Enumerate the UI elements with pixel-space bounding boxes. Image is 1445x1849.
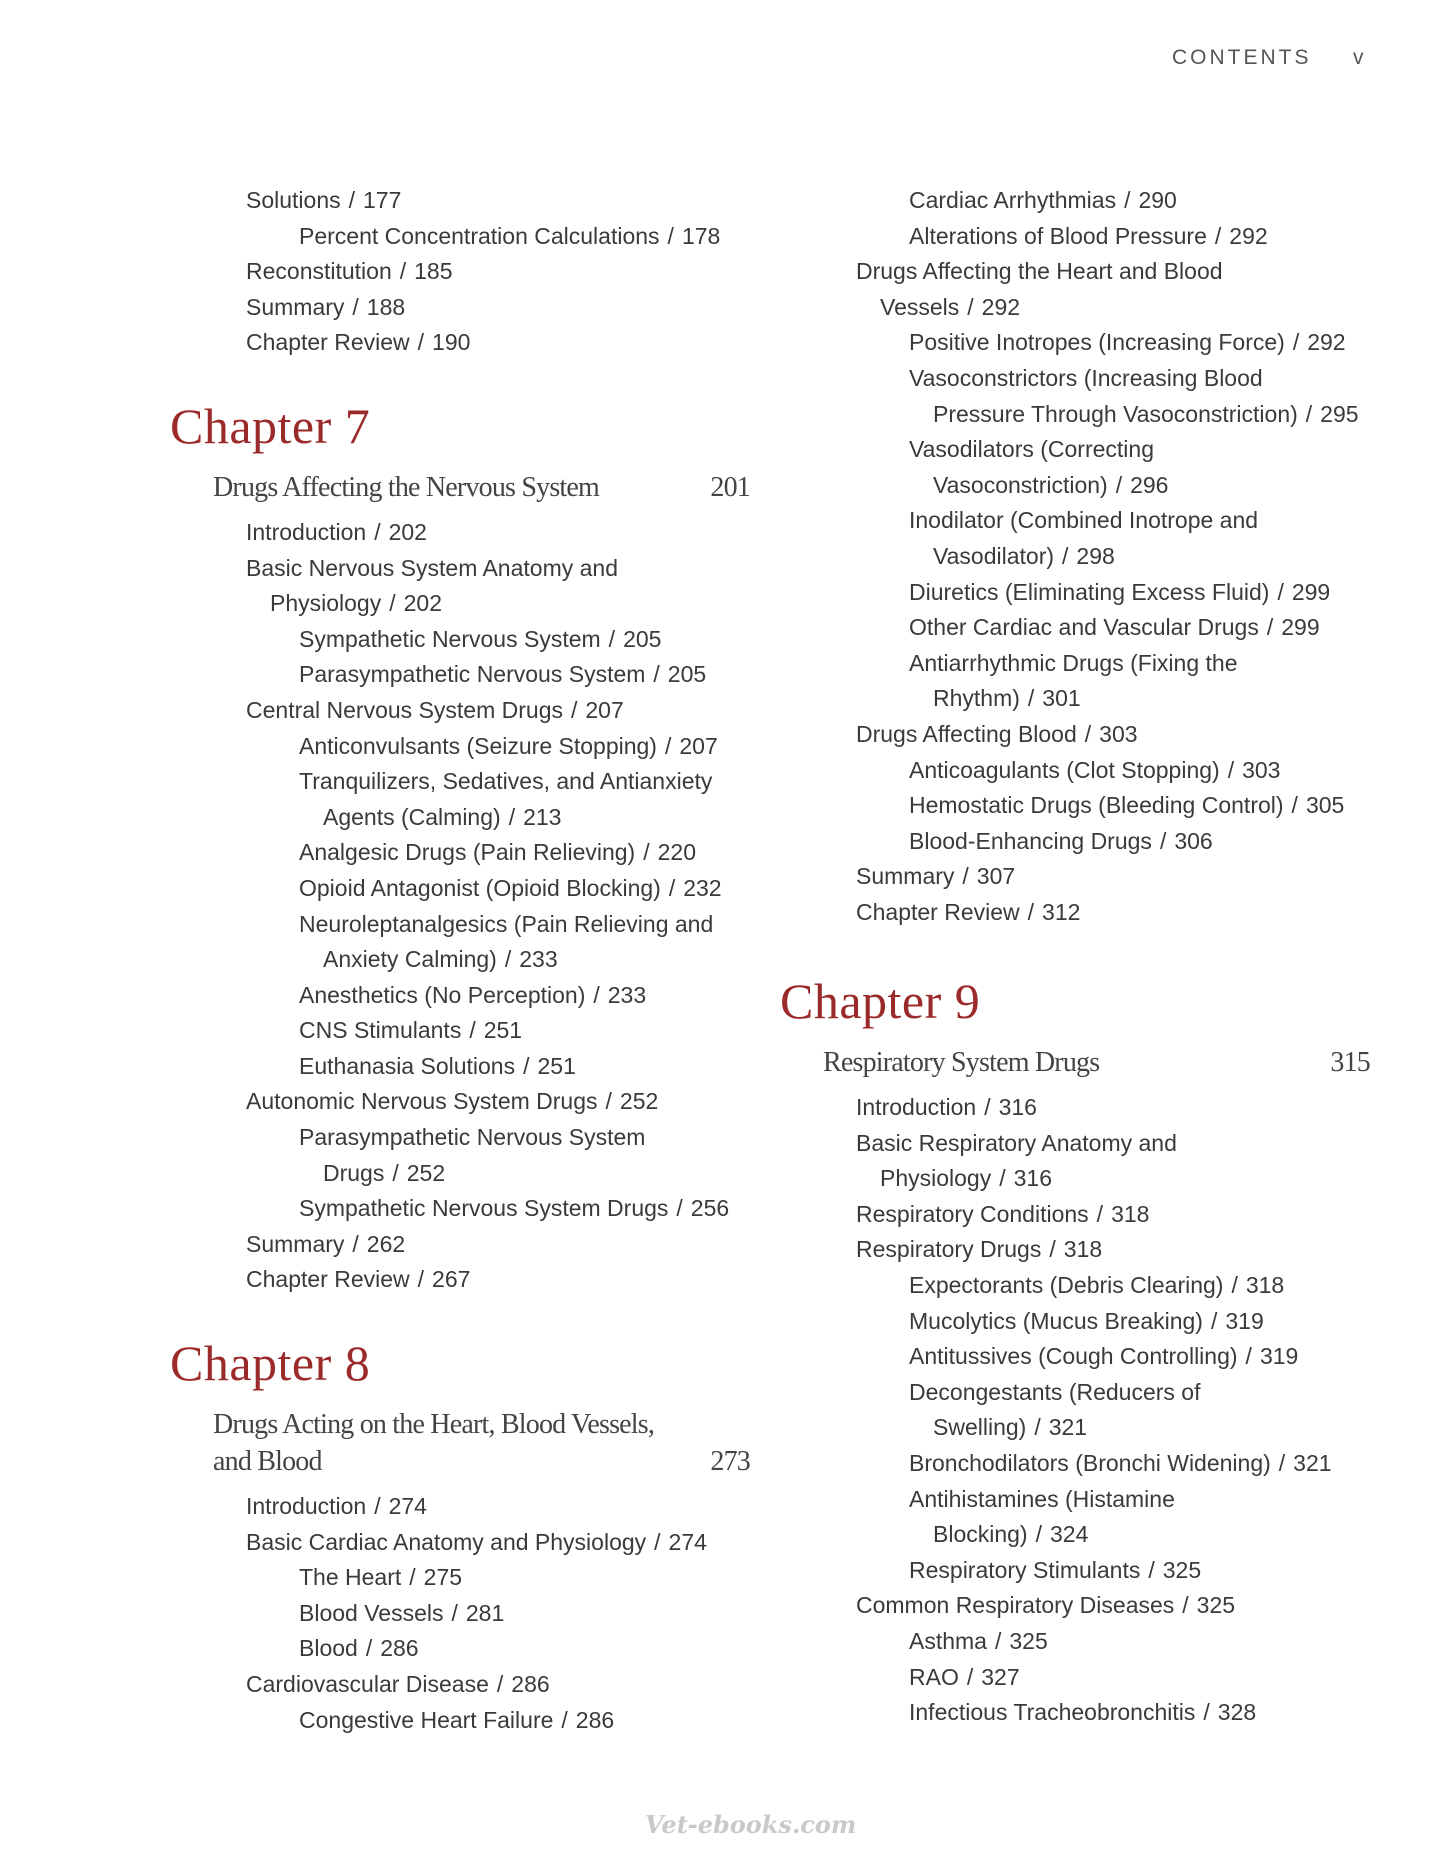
toc-list-chapter-9 <box>780 1090 1370 1731</box>
toc-separator: / <box>1115 471 1123 498</box>
toc-entry-page: 213 <box>523 803 562 830</box>
toc-entry-page: 262 <box>366 1230 406 1257</box>
toc-separator: / <box>1266 614 1274 641</box>
toc-entry[interactable] <box>780 1588 1370 1624</box>
toc-entry[interactable] <box>780 895 1370 931</box>
toc-separator: / <box>1124 187 1131 213</box>
toc-entry-title: Pressure Through Vasoconstriction) <box>933 400 1298 427</box>
toc-entry-title: Summary <box>246 293 345 320</box>
toc-right-column <box>780 183 1370 930</box>
toc-entry-title: Neuroleptanalgesics (Pain Relieving and <box>299 910 714 937</box>
toc-list-left-top <box>170 183 750 361</box>
toc-separator: / <box>352 1230 359 1257</box>
toc-entry-title: Introduction <box>856 1094 977 1120</box>
toc-separator: / <box>653 661 660 688</box>
toc-entry-page: 205 <box>623 625 662 652</box>
toc-separator: / <box>966 1663 974 1690</box>
toc-entry[interactable] <box>780 1446 1370 1482</box>
toc-separator: / <box>1084 720 1092 747</box>
toc-entry-page: 299 <box>1291 578 1331 605</box>
toc-entry[interactable] <box>170 1013 750 1049</box>
toc-entry-title: Basic Nervous System Anatomy and <box>246 554 618 581</box>
toc-entry-page: 281 <box>465 1599 505 1626</box>
toc-entry-page: 292 <box>1229 222 1268 249</box>
toc-separator: / <box>1292 329 1300 356</box>
toc-separator: / <box>994 1627 1002 1654</box>
toc-separator: / <box>523 1052 530 1079</box>
toc-entry-page: 252 <box>619 1088 659 1115</box>
toc-entry-title: Diuretics (Eliminating Excess Fluid) <box>909 578 1270 605</box>
toc-entry[interactable] <box>780 681 1370 717</box>
toc-entry-title: Respiratory Conditions <box>856 1200 1089 1227</box>
toc-separator: / <box>409 1564 416 1591</box>
toc-separator: / <box>374 518 381 545</box>
toc-entry-page: 205 <box>667 661 707 688</box>
toc-entry-title: Drugs Affecting the Heart and Blood <box>856 258 1223 285</box>
toc-entry-title: Mucolytics (Mucus Breaking) <box>909 1307 1203 1334</box>
toc-separator: / <box>1278 1449 1286 1476</box>
toc-entry-title: Physiology <box>270 590 382 617</box>
toc-entry[interactable] <box>780 254 1370 290</box>
toc-separator: / <box>676 1195 683 1222</box>
toc-entry-page: 185 <box>414 258 453 285</box>
toc-entry-title: Other Cardiac and Vascular Drugs <box>909 614 1259 641</box>
watermark-logo: Vet-ebooks.com <box>645 1810 857 1839</box>
toc-entry-page: 190 <box>432 329 471 356</box>
toc-entry-page: 324 <box>1050 1521 1089 1548</box>
toc-entry[interactable] <box>170 1560 750 1596</box>
toc-entry-title: Decongestants (Reducers of <box>909 1378 1201 1405</box>
toc-list-right-top <box>780 183 1370 930</box>
toc-entry-page: 233 <box>519 946 558 973</box>
toc-entry[interactable] <box>170 1120 750 1156</box>
toc-separator: / <box>1277 578 1284 605</box>
toc-entry-page: 312 <box>1042 898 1081 925</box>
toc-entry-page: 325 <box>1196 1592 1236 1619</box>
toc-entry[interactable] <box>170 1227 750 1263</box>
toc-separator: / <box>348 187 356 213</box>
toc-entry-page: 328 <box>1217 1699 1257 1726</box>
toc-entry-title: Vessels <box>880 293 960 320</box>
toc-separator: / <box>417 329 425 356</box>
toc-separator: / <box>1203 1699 1210 1726</box>
toc-entry-title: Introduction <box>246 1493 367 1520</box>
toc-entry-page: 299 <box>1281 614 1320 641</box>
toc-entry-title: Anxiety Calming) <box>323 946 497 973</box>
toc-entry-title: Infectious Tracheobronchitis <box>909 1699 1196 1726</box>
toc-entry-page: 177 <box>363 187 402 213</box>
toc-entry-page: 307 <box>976 863 1016 890</box>
toc-entry[interactable] <box>780 1197 1370 1233</box>
toc-separator: / <box>1035 1521 1042 1548</box>
toc-entry-page: 321 <box>1293 1449 1332 1476</box>
toc-entry-title: Asthma <box>909 1627 987 1654</box>
toc-entry[interactable] <box>170 871 750 907</box>
toc-separator: / <box>352 293 359 320</box>
toc-right-column-chapter-9 <box>780 973 1370 1731</box>
toc-separator: / <box>1027 685 1035 712</box>
toc-separator: / <box>1049 1236 1056 1263</box>
toc-entry[interactable] <box>780 610 1370 646</box>
toc-entry-page: 316 <box>998 1094 1037 1120</box>
page-number: v <box>1353 46 1364 69</box>
toc-entry[interactable] <box>170 1596 750 1632</box>
toc-entry-title: Swelling) <box>933 1414 1027 1441</box>
toc-entry[interactable] <box>170 729 750 765</box>
toc-entry-page: 267 <box>432 1266 471 1293</box>
toc-entry-page: 274 <box>388 1493 427 1520</box>
toc-entry-title: Blocking) <box>933 1521 1028 1548</box>
chapter-8-title-line2: and Blood <box>213 1446 322 1478</box>
toc-entry-title: Alterations of Blood Pressure <box>909 222 1207 249</box>
toc-entry[interactable] <box>780 468 1370 504</box>
toc-entry-title: Parasympathetic Nervous System <box>299 661 646 688</box>
toc-entry[interactable] <box>780 1232 1370 1268</box>
toc-entry[interactable] <box>170 1084 750 1120</box>
toc-entry-title: Chapter Review <box>246 329 410 356</box>
toc-separator: / <box>389 590 396 617</box>
toc-entry[interactable] <box>780 646 1370 682</box>
toc-entry[interactable] <box>780 361 1370 397</box>
toc-entry[interactable] <box>170 1667 750 1703</box>
toc-separator: / <box>1159 827 1167 854</box>
toc-entry-title: Solutions <box>246 187 341 213</box>
toc-entry-title: Anticoagulants (Clot Stopping) <box>909 756 1220 783</box>
toc-entry[interactable] <box>170 800 750 836</box>
chapter-7-label: Chapter 7 <box>170 397 371 454</box>
chapter-7-title-text: Drugs Affecting the Nervous System <box>213 471 600 503</box>
toc-entry[interactable] <box>170 1525 750 1561</box>
toc-entry-title: Chapter Review <box>856 898 1020 925</box>
toc-entry[interactable] <box>780 1161 1370 1197</box>
chapter-8-page: 273 <box>710 1446 750 1478</box>
toc-entry[interactable] <box>170 586 750 622</box>
toc-entry-title: Drugs <box>323 1159 385 1186</box>
toc-entry[interactable] <box>170 290 750 326</box>
toc-separator: / <box>608 625 616 652</box>
toc-entry-title: Cardiac Arrhythmias <box>909 187 1117 213</box>
toc-separator: / <box>667 222 674 249</box>
toc-separator: / <box>374 1493 381 1520</box>
toc-separator: / <box>399 258 407 285</box>
toc-separator: / <box>392 1159 399 1186</box>
toc-entry[interactable] <box>780 1090 1370 1126</box>
chapter-7-title[interactable] <box>170 469 750 506</box>
toc-entry[interactable] <box>170 1262 750 1298</box>
toc-entry-title: Physiology <box>880 1165 992 1192</box>
toc-entry-title: Inodilator (Combined Inotrope and <box>909 507 1259 534</box>
toc-entry-title: Antihistamines (Histamine <box>909 1485 1175 1512</box>
toc-separator: / <box>1210 1307 1218 1334</box>
toc-separator: / <box>1148 1556 1155 1583</box>
toc-entry[interactable] <box>780 1517 1370 1553</box>
toc-entry-page: 256 <box>690 1195 730 1222</box>
toc-entry[interactable] <box>780 717 1370 753</box>
chapter-7-page: 201 <box>710 471 750 503</box>
toc-entry[interactable] <box>780 325 1370 361</box>
toc-separator: / <box>1305 400 1313 427</box>
toc-entry-page: 286 <box>575 1706 615 1733</box>
toc-entry-title: Blood <box>299 1635 358 1662</box>
chapter-9-page: 315 <box>1330 1047 1370 1078</box>
toc-entry[interactable] <box>170 1489 750 1525</box>
toc-entry-page: 178 <box>681 222 721 249</box>
chapter-9-title[interactable] <box>780 1044 1370 1081</box>
toc-entry[interactable] <box>170 219 750 255</box>
toc-entry-title: Antiarrhythmic Drugs (Fixing the <box>909 649 1238 676</box>
toc-separator: / <box>1231 1271 1238 1298</box>
toc-entry-title: Opioid Antagonist (Opioid Blocking) <box>299 874 661 901</box>
toc-entry-page: 319 <box>1225 1307 1264 1334</box>
toc-entry-page: 292 <box>981 293 1021 320</box>
toc-entry-title: Congestive Heart Failure <box>299 1706 554 1733</box>
toc-separator: / <box>1291 792 1298 819</box>
toc-separator: / <box>561 1706 568 1733</box>
toc-entry-page: 303 <box>1099 720 1138 747</box>
toc-entry[interactable] <box>170 1191 750 1227</box>
toc-entry-page: 303 <box>1242 756 1281 783</box>
toc-entry[interactable] <box>170 1156 750 1192</box>
chapter-8-title-line1: Drugs Acting on the Heart, Blood Vessels, <box>213 1409 655 1441</box>
toc-entry-page: 318 <box>1111 1200 1150 1227</box>
toc-entry[interactable] <box>780 1482 1370 1518</box>
toc-entry-title: Central Nervous System Drugs <box>246 696 563 723</box>
toc-entry[interactable] <box>780 859 1370 895</box>
toc-separator: / <box>643 839 650 866</box>
toc-separator: / <box>1034 1414 1041 1441</box>
toc-entry[interactable] <box>780 1695 1370 1731</box>
toc-entry-title: Introduction <box>246 518 367 545</box>
toc-entry[interactable] <box>780 575 1370 611</box>
toc-entry-title: Anesthetics (No Perception) <box>299 981 586 1008</box>
toc-entry-title: Bronchodilators (Bronchi Widening) <box>909 1449 1271 1476</box>
toc-entry-page: 321 <box>1048 1414 1088 1441</box>
toc-entry-title: RAO <box>909 1663 959 1690</box>
toc-entry[interactable] <box>780 1126 1370 1162</box>
toc-entry-title: Euthanasia Solutions <box>299 1052 516 1079</box>
chapter-8-title[interactable] <box>170 1406 750 1480</box>
toc-separator: / <box>1245 1343 1252 1370</box>
toc-entry-page: 298 <box>1076 542 1115 569</box>
toc-entry-page: 295 <box>1320 400 1359 427</box>
toc-entry[interactable] <box>780 1304 1370 1340</box>
toc-separator: / <box>496 1671 504 1697</box>
toc-entry-title: Respiratory Drugs <box>856 1236 1042 1263</box>
toc-separator: / <box>664 732 672 759</box>
toc-separator: / <box>967 293 974 320</box>
toc-entry-page: 286 <box>380 1635 419 1662</box>
toc-entry[interactable] <box>170 515 750 551</box>
toc-entry-page: 251 <box>483 1017 523 1044</box>
toc-entry[interactable] <box>780 290 1370 326</box>
toc-entry[interactable] <box>780 1339 1370 1375</box>
toc-entry[interactable] <box>780 1375 1370 1411</box>
toc-entry-title: CNS Stimulants <box>299 1017 462 1044</box>
toc-entry-title: Antitussives (Cough Controlling) <box>909 1343 1238 1370</box>
toc-entry-page: 318 <box>1245 1271 1285 1298</box>
toc-entry-title: Vasodilator) <box>933 542 1055 569</box>
toc-entry-title: Vasodilators (Correcting <box>909 436 1155 463</box>
toc-entry-page: 207 <box>585 696 624 723</box>
toc-entry[interactable] <box>170 764 750 800</box>
toc-entry-page: 305 <box>1305 792 1345 819</box>
running-head: CONTENTS <box>1172 46 1312 69</box>
toc-entry[interactable] <box>780 824 1370 860</box>
toc-entry[interactable] <box>170 657 750 693</box>
toc-entry[interactable] <box>170 978 750 1014</box>
toc-entry-page: 252 <box>406 1159 446 1186</box>
toc-entry-page: 319 <box>1259 1343 1299 1370</box>
toc-entry-page: 316 <box>1013 1165 1052 1192</box>
toc-entry-title: Blood Vessels <box>299 1599 444 1626</box>
toc-entry[interactable] <box>170 835 750 871</box>
toc-entry-page: 286 <box>511 1671 550 1697</box>
toc-entry-page: 220 <box>657 839 696 866</box>
toc-entry[interactable] <box>170 1703 750 1739</box>
toc-entry-title: Basic Cardiac Anatomy and Physiology <box>246 1528 647 1555</box>
toc-separator: / <box>365 1635 373 1662</box>
toc-left-column <box>170 183 750 1738</box>
toc-separator: / <box>962 863 969 890</box>
toc-entry-title: Hemostatic Drugs (Bleeding Control) <box>909 792 1284 819</box>
toc-separator: / <box>984 1094 991 1120</box>
toc-separator: / <box>1182 1592 1189 1619</box>
toc-entry-title: Basic Respiratory Anatomy and <box>856 1129 1177 1156</box>
toc-separator: / <box>1096 1200 1104 1227</box>
toc-entry-page: 318 <box>1063 1236 1103 1263</box>
toc-separator: / <box>504 946 512 973</box>
toc-entry-page: 207 <box>679 732 718 759</box>
toc-separator: / <box>451 1599 458 1626</box>
toc-entry[interactable] <box>170 254 750 290</box>
toc-list-chapter-8 <box>170 1489 750 1738</box>
toc-entry-title: Summary <box>246 1230 345 1257</box>
toc-entry-page: 251 <box>537 1052 576 1079</box>
toc-entry[interactable] <box>780 503 1370 539</box>
toc-entry-title: Sympathetic Nervous System <box>299 625 601 652</box>
toc-entry-page: 188 <box>366 293 406 320</box>
toc-entry[interactable] <box>170 551 750 587</box>
toc-entry[interactable] <box>780 1410 1370 1446</box>
toc-entry-title: Vasoconstrictors (Increasing Blood <box>909 364 1263 391</box>
toc-entry[interactable] <box>780 219 1370 255</box>
toc-separator: / <box>1227 756 1235 783</box>
toc-entry[interactable] <box>170 183 750 219</box>
toc-entry[interactable] <box>780 1624 1370 1660</box>
chapter-9-title-text: Respiratory System Drugs <box>823 1047 1100 1078</box>
toc-entry-page: 301 <box>1042 685 1081 712</box>
toc-separator: / <box>1062 542 1069 569</box>
toc-entry[interactable] <box>780 1268 1370 1304</box>
toc-entry-page: 233 <box>607 981 647 1008</box>
toc-entry[interactable] <box>780 788 1370 824</box>
toc-entry-page: 325 <box>1162 1556 1202 1583</box>
toc-entry[interactable] <box>170 907 750 943</box>
toc-separator: / <box>593 981 600 1008</box>
toc-entry-title: Percent Concentration Calculations <box>299 222 660 249</box>
toc-entry-title: Sympathetic Nervous System Drugs <box>299 1195 669 1222</box>
toc-separator: / <box>571 696 578 723</box>
toc-entry[interactable] <box>780 397 1370 433</box>
toc-entry[interactable] <box>170 1049 750 1085</box>
toc-separator: / <box>605 1088 612 1115</box>
toc-entry-title: Blood-Enhancing Drugs <box>909 827 1152 854</box>
toc-entry-title: Vasoconstriction) <box>933 471 1108 498</box>
toc-entry-page: 306 <box>1174 827 1213 854</box>
toc-entry[interactable] <box>780 753 1370 789</box>
toc-separator: / <box>1027 898 1035 925</box>
toc-entry-title: Rhythm) <box>933 685 1020 712</box>
toc-entry[interactable] <box>780 183 1370 219</box>
toc-entry-title: Respiratory Stimulants <box>909 1556 1141 1583</box>
toc-separator: / <box>654 1528 661 1555</box>
toc-entry[interactable] <box>780 539 1370 575</box>
toc-separator: / <box>668 874 676 901</box>
toc-entry[interactable] <box>780 1660 1370 1696</box>
toc-separator: / <box>508 803 516 830</box>
toc-entry-page: 292 <box>1307 329 1346 356</box>
toc-entry[interactable] <box>170 942 750 978</box>
toc-entry[interactable] <box>780 1553 1370 1589</box>
toc-entry-page: 232 <box>683 874 722 901</box>
toc-entry-page: 290 <box>1138 187 1177 213</box>
toc-entry[interactable] <box>170 1631 750 1667</box>
toc-entry-title: Chapter Review <box>246 1266 410 1293</box>
toc-entry-title: Common Respiratory Diseases <box>856 1592 1175 1619</box>
toc-entry-title: Drugs Affecting Blood <box>856 720 1077 747</box>
toc-entry-page: 274 <box>668 1528 707 1555</box>
toc-entry[interactable] <box>170 693 750 729</box>
toc-entry-title: Anticonvulsants (Seizure Stopping) <box>299 732 657 759</box>
toc-entry-title: Expectorants (Debris Clearing) <box>909 1271 1224 1298</box>
toc-separator: / <box>417 1266 425 1293</box>
toc-entry-title: The Heart <box>299 1564 402 1591</box>
toc-entry-title: Summary <box>856 863 955 890</box>
toc-entry-title: Tranquilizers, Sedatives, and Antianxiety <box>299 768 713 795</box>
toc-separator: / <box>1214 222 1222 249</box>
toc-entry-title: Agents (Calming) <box>323 803 501 830</box>
toc-entry-page: 202 <box>388 518 427 545</box>
toc-entry[interactable] <box>780 432 1370 468</box>
toc-entry-page: 325 <box>1009 1627 1048 1654</box>
toc-entry-title: Autonomic Nervous System Drugs <box>246 1088 598 1115</box>
toc-separator: / <box>469 1017 476 1044</box>
toc-entry[interactable] <box>170 622 750 658</box>
toc-entry-title: Cardiovascular Disease <box>246 1671 489 1697</box>
toc-separator: / <box>999 1165 1006 1192</box>
toc-entry-title: Reconstitution <box>246 258 392 285</box>
toc-entry-page: 327 <box>981 1663 1020 1690</box>
chapter-8-label: Chapter 8 <box>170 1335 371 1392</box>
toc-entry-page: 296 <box>1130 471 1169 498</box>
toc-entry-page: 275 <box>423 1564 463 1591</box>
toc-entry-title: Positive Inotropes (Increasing Force) <box>909 329 1285 356</box>
toc-entry-title: Parasympathetic Nervous System <box>299 1124 646 1151</box>
toc-entry-title: Analgesic Drugs (Pain Relieving) <box>299 839 636 866</box>
chapter-9-label: Chapter 9 <box>780 973 981 1029</box>
toc-entry-page: 202 <box>403 590 442 617</box>
toc-entry[interactable] <box>170 325 750 361</box>
toc-list-chapter-7 <box>170 515 750 1298</box>
